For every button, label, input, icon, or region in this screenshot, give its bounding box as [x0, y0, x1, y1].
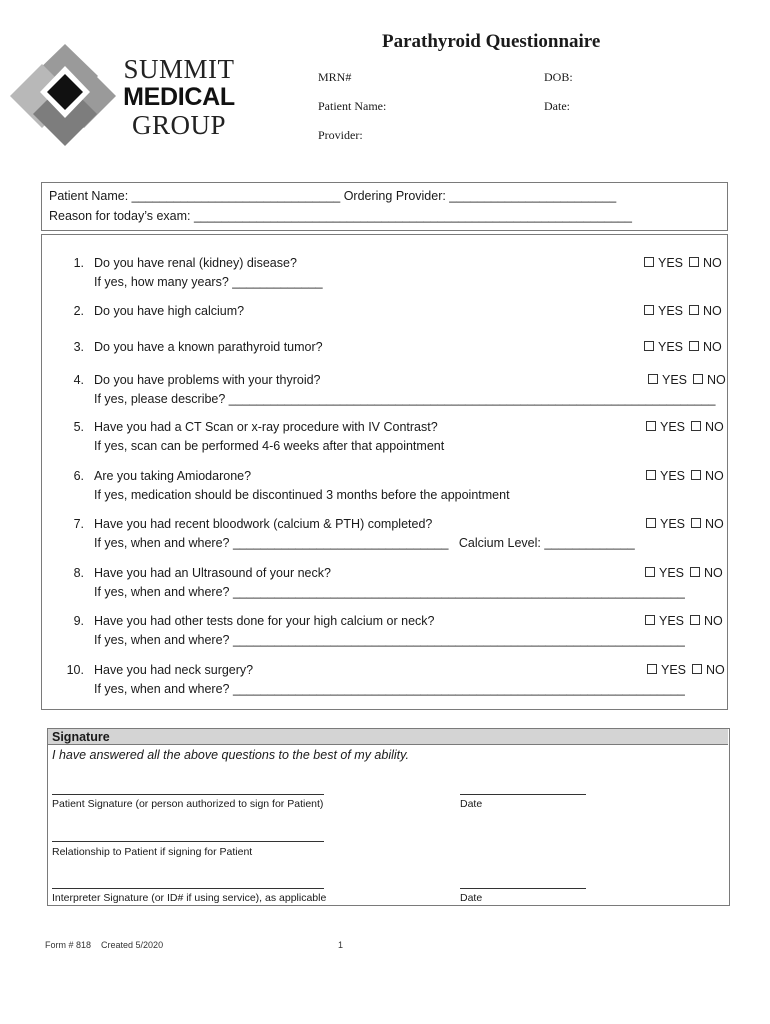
- yes-checkbox[interactable]: [647, 664, 657, 674]
- question-followup[interactable]: If yes, please describe? ______________________________________________________________________: [94, 392, 716, 406]
- no-checkbox[interactable]: [693, 374, 703, 384]
- yes-checkbox[interactable]: [646, 421, 656, 431]
- page-number: 1: [338, 940, 344, 950]
- yes-no-options: [644, 304, 722, 318]
- no-checkbox[interactable]: [689, 305, 699, 315]
- intake-line-1[interactable]: Patient Name: ______________________________ Ordering Provider: ________________________: [49, 189, 617, 203]
- question-followup[interactable]: If yes, when and where? _________________________________________________________________: [94, 585, 685, 599]
- logo-line-3: GROUP: [131, 110, 227, 140]
- date-label-2: Date: [460, 892, 483, 904]
- logo-diamond-icon: [10, 42, 120, 148]
- yes-no-options: [646, 469, 724, 483]
- yes-checkbox[interactable]: [646, 518, 656, 528]
- no-label: NO: [703, 340, 722, 354]
- provider-field[interactable]: Provider:: [318, 128, 363, 142]
- question-text: Do you have a known parathyroid tumor?: [94, 340, 323, 354]
- question-number: 10.: [66, 663, 84, 677]
- dob-field[interactable]: DOB:: [544, 70, 573, 84]
- logo-wordmark: [118, 56, 240, 139]
- intake-box: [41, 182, 728, 231]
- yes-checkbox[interactable]: [648, 374, 658, 384]
- yes-checkbox[interactable]: [645, 615, 655, 625]
- date-line-2[interactable]: [460, 888, 586, 889]
- yes-label: YES: [658, 304, 684, 318]
- question-text: Have you had a CT Scan or x-ray procedure with IV Contrast?: [94, 420, 438, 434]
- yes-label: YES: [660, 420, 686, 434]
- no-checkbox[interactable]: [689, 257, 699, 267]
- logo-line-2: MEDICAL: [123, 83, 235, 111]
- no-label: NO: [703, 256, 722, 270]
- question-followup[interactable]: If yes, when and where? _________________________________________________________________: [94, 633, 685, 647]
- interpreter-signature-label: Interpreter Signature (or ID# if using service), as applicable: [52, 892, 327, 904]
- yes-label: YES: [660, 469, 686, 483]
- relationship-line[interactable]: [52, 841, 324, 842]
- yes-checkbox[interactable]: [644, 257, 654, 267]
- date-label-1: Date: [460, 798, 483, 810]
- question-followup[interactable]: If yes, when and where? _________________________________________________________________: [94, 682, 685, 696]
- question-number: 4.: [73, 373, 84, 387]
- question-text: Do you have problems with your thyroid?: [94, 373, 321, 387]
- no-checkbox[interactable]: [690, 615, 700, 625]
- interpreter-signature-line[interactable]: [52, 888, 324, 889]
- question-number: 1.: [73, 256, 84, 270]
- question-number: 3.: [73, 340, 84, 354]
- question-text: Have you had neck surgery?: [94, 663, 254, 677]
- yes-no-options: [647, 663, 725, 677]
- relationship-label: Relationship to Patient if signing for Patient: [52, 846, 253, 858]
- date-line-1[interactable]: [460, 794, 586, 795]
- question-text: Have you had an Ultrasound of your neck?: [94, 566, 331, 580]
- yes-no-options: [648, 373, 726, 387]
- question-text: Have you had other tests done for your high calcium or neck?: [94, 614, 435, 628]
- question-text: Are you taking Amiodarone?: [94, 469, 252, 483]
- no-label: NO: [703, 304, 722, 318]
- yes-label: YES: [658, 340, 684, 354]
- patient-signature-line[interactable]: [52, 794, 324, 795]
- no-checkbox[interactable]: [691, 470, 701, 480]
- no-checkbox[interactable]: [690, 567, 700, 577]
- no-label: NO: [705, 469, 724, 483]
- question-number: 9.: [73, 614, 84, 628]
- yes-no-options: [646, 517, 724, 531]
- no-checkbox[interactable]: [692, 664, 702, 674]
- question-number: 5.: [73, 420, 84, 434]
- signature-heading: Signature: [48, 729, 728, 745]
- question-followup[interactable]: If yes, medication should be discontinued 3 months before the appointment: [94, 488, 510, 502]
- no-label: NO: [705, 517, 724, 531]
- question-number: 7.: [73, 517, 84, 531]
- yes-label: YES: [659, 566, 685, 580]
- yes-label: YES: [658, 256, 684, 270]
- yes-no-options: [645, 614, 723, 628]
- form-number: Form # 818 Created 5/2020: [45, 940, 164, 950]
- no-checkbox[interactable]: [691, 421, 701, 431]
- yes-checkbox[interactable]: [644, 305, 654, 315]
- date-field[interactable]: Date:: [544, 99, 570, 113]
- no-checkbox[interactable]: [689, 341, 699, 351]
- yes-label: YES: [662, 373, 688, 387]
- mrn-field[interactable]: MRN#: [318, 70, 352, 84]
- no-label: NO: [707, 373, 726, 387]
- question-text: Do you have renal (kidney) disease?: [94, 256, 297, 270]
- yes-no-options: [644, 256, 722, 270]
- page-title: Parathyroid Questionnaire: [382, 31, 601, 52]
- no-label: NO: [704, 566, 723, 580]
- yes-label: YES: [660, 517, 686, 531]
- question-number: 2.: [73, 304, 84, 318]
- logo-line-1: SUMMIT: [123, 54, 235, 84]
- no-checkbox[interactable]: [691, 518, 701, 528]
- intake-line-2[interactable]: Reason for today’s exam: _______________________________________________________________: [49, 209, 632, 223]
- patient-name-field[interactable]: Patient Name:: [318, 99, 387, 113]
- question-followup[interactable]: If yes, when and where? _______________________________ Calcium Level: _____________: [94, 536, 635, 550]
- no-label: NO: [705, 420, 724, 434]
- yes-no-options: [644, 340, 722, 354]
- yes-label: YES: [661, 663, 687, 677]
- question-followup[interactable]: If yes, how many years? _____________: [94, 275, 323, 289]
- yes-no-options: [646, 420, 724, 434]
- yes-checkbox[interactable]: [644, 341, 654, 351]
- question-number: 6.: [73, 469, 84, 483]
- yes-checkbox[interactable]: [645, 567, 655, 577]
- yes-no-options: [645, 566, 723, 580]
- question-followup[interactable]: If yes, scan can be performed 4-6 weeks after that appointment: [94, 439, 445, 453]
- yes-label: YES: [659, 614, 685, 628]
- no-label: NO: [704, 614, 723, 628]
- signature-statement: I have answered all the above questions to the best of my ability.: [52, 748, 409, 762]
- yes-checkbox[interactable]: [646, 470, 656, 480]
- patient-signature-label: Patient Signature (or person authorized to sign for Patient): [52, 798, 324, 810]
- question-number: 8.: [73, 566, 84, 580]
- no-label: NO: [706, 663, 725, 677]
- question-text: Have you had recent bloodwork (calcium & PTH) completed?: [94, 517, 433, 531]
- question-text: Do you have high calcium?: [94, 304, 245, 318]
